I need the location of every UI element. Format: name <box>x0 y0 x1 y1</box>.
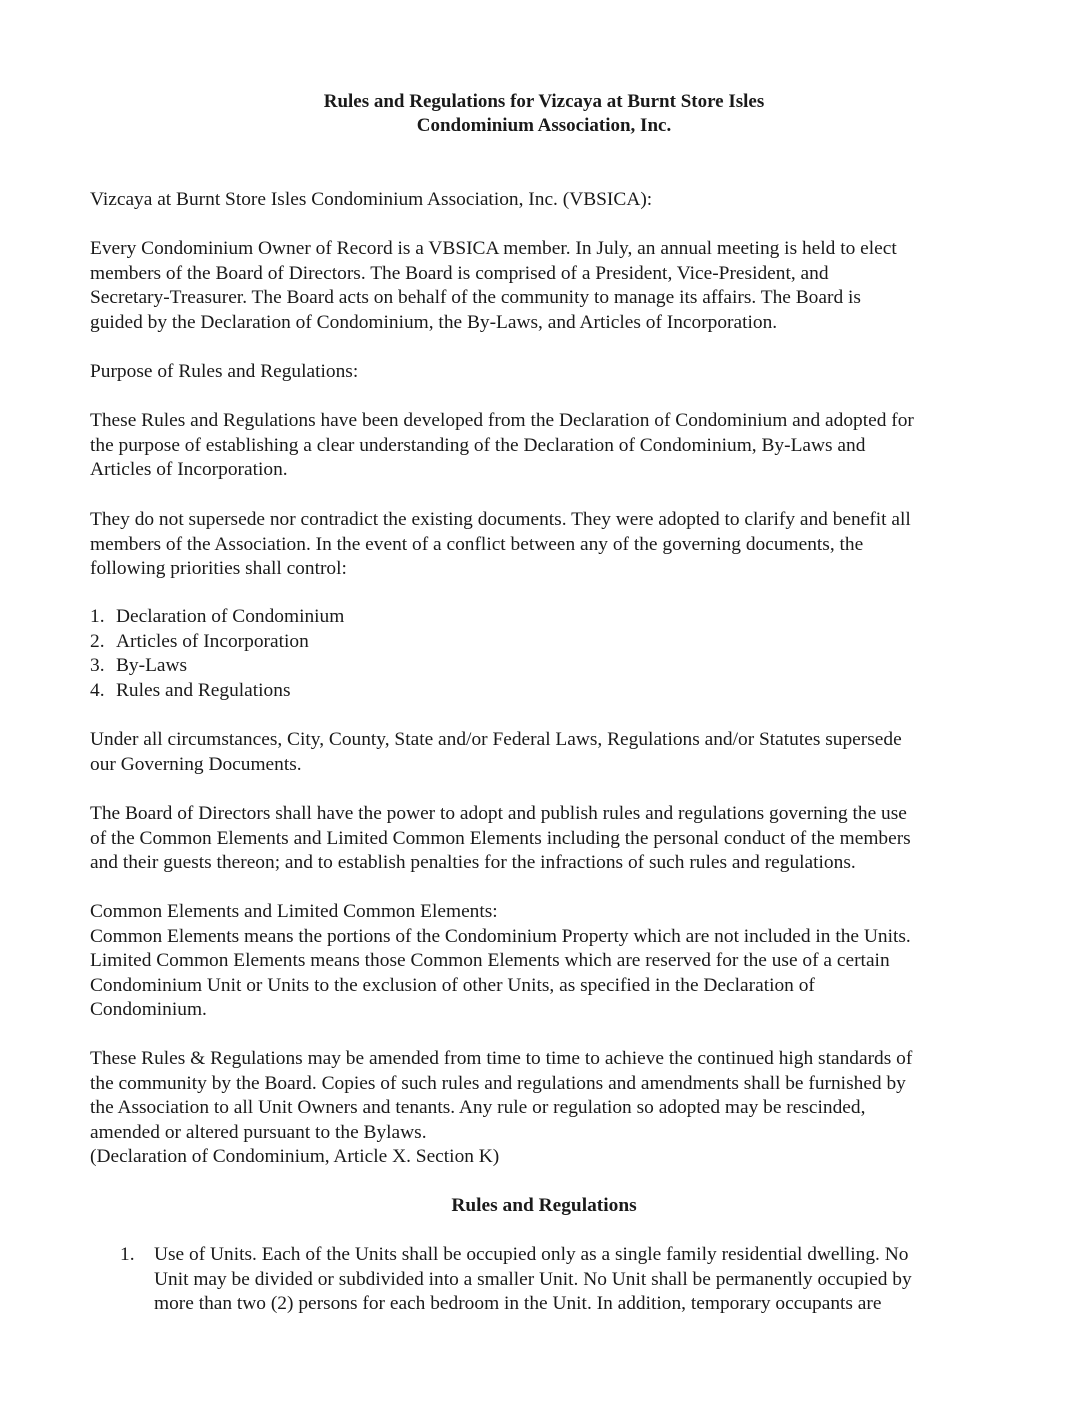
priority-list <box>90 605 344 703</box>
list-number: 2. <box>90 630 105 652</box>
text-line: Use of Units. Each of the Units shall be occupied only as a single family residential dwelling. No <box>154 1244 909 1265</box>
list-text: Rules and Regulations <box>116 679 291 701</box>
text-line: The Board of Directors shall have the power to adopt and publish rules and regulations governing the use <box>90 803 907 824</box>
text-line: the Association to all Unit Owners and tenants. Any rule or regulation so adopted may be rescinded, <box>90 1097 866 1119</box>
text-line: Unit may be divided or subdivided into a smaller Unit. No Unit shall be permanently occupied by <box>154 1268 912 1290</box>
rules-heading: Rules and Regulations <box>451 1195 637 1216</box>
purpose-label <box>90 360 1010 385</box>
list-item <box>90 679 344 704</box>
common-elements-paragraph <box>90 900 1010 1023</box>
text-line: These Rules and Regulations have been developed from the Declaration of Condominium and adopted for <box>90 410 914 431</box>
laws-paragraph <box>90 728 1010 777</box>
list-number: 1. <box>90 606 105 627</box>
list-text: Articles of Incorporation <box>116 630 309 652</box>
list-item <box>90 605 344 630</box>
list-item <box>90 630 344 655</box>
title-line: Condominium Association, Inc. <box>416 115 672 136</box>
text-line: Condominium. <box>90 999 207 1021</box>
text-line: and their guests thereon; and to establish penalties for the infractions of such rules and regulations. <box>90 852 856 874</box>
text-line: Every Condominium Owner of Record is a VBSICA member. In July, an annual meeting is held to elect <box>90 238 897 259</box>
text-line: of the Common Elements and Limited Common Elements including the personal conduct of the members <box>90 827 911 849</box>
board-paragraph <box>90 802 1010 876</box>
text-line: members of the Association. In the event of a conflict between any of the governing documents, the <box>90 533 864 555</box>
text-line: Under all circumstances, City, County, State and/or Federal Laws, Regulations and/or Statutes supersede <box>90 729 902 750</box>
text-line: Vizcaya at Burnt Store Isles Condominium Association, Inc. (VBSICA): <box>90 189 653 210</box>
list-number: 4. <box>90 679 105 701</box>
text-line: the purpose of establishing a clear understanding of the Declaration of Condominium, By-Laws and <box>90 434 866 456</box>
text-line: They do not supersede nor contradict the existing documents. They were adopted to clarify and benefit all <box>90 509 911 530</box>
text-line: Limited Common Elements means those Common Elements which are reserved for the use of a certain <box>90 950 890 972</box>
supersede-paragraph <box>90 508 1010 582</box>
text-line: amended or altered pursuant to the Bylaws. <box>90 1121 427 1143</box>
list-text: Declaration of Condominium <box>116 606 345 627</box>
text-line: the community by the Board. Copies of such rules and regulations and amendments shall be furnished by <box>90 1072 906 1094</box>
rule-body <box>154 1243 912 1317</box>
text-line: Purpose of Rules and Regulations: <box>90 361 359 382</box>
intro-label <box>90 188 1010 213</box>
text-line: Condominium Unit or Units to the exclusion of other Units, as specified in the Declaration of <box>90 974 815 996</box>
text-line: following priorities shall control: <box>90 558 347 580</box>
list-number: 3. <box>90 655 105 677</box>
purpose-paragraph <box>90 409 1010 483</box>
membership-paragraph <box>90 237 1010 335</box>
text-line: more than two (2) persons for each bedroom in the Unit. In addition, temporary occupants are <box>154 1293 882 1315</box>
text-line: Common Elements and Limited Common Elements: <box>90 901 498 922</box>
title-line: Rules and Regulations for Vizcaya at Burnt Store Isles <box>323 91 765 112</box>
text-line: Secretary-Treasurer. The Board acts on behalf of the community to manage its affairs. The Board is <box>90 287 861 309</box>
text-line: our Governing Documents. <box>90 753 302 775</box>
amend-paragraph <box>90 1047 1010 1170</box>
list-text: By-Laws <box>116 655 188 677</box>
text-line: (Declaration of Condominium, Article X. Section K) <box>90 1146 500 1168</box>
text-line: guided by the Declaration of Condominium, the By-Laws, and Articles of Incorporation. <box>90 311 778 333</box>
list-item <box>90 654 344 679</box>
text-line: members of the Board of Directors. The Board is comprised of a President, Vice-President, and <box>90 262 829 284</box>
text-line: These Rules & Regulations may be amended from time to time to achieve the continued high standards of <box>90 1048 913 1069</box>
text-line: Common Elements means the portions of the Condominium Property which are not included in the Units. <box>90 925 911 947</box>
text-line: Articles of Incorporation. <box>90 459 288 481</box>
document-title <box>0 90 1088 138</box>
rule-number: 1. <box>120 1244 135 1265</box>
